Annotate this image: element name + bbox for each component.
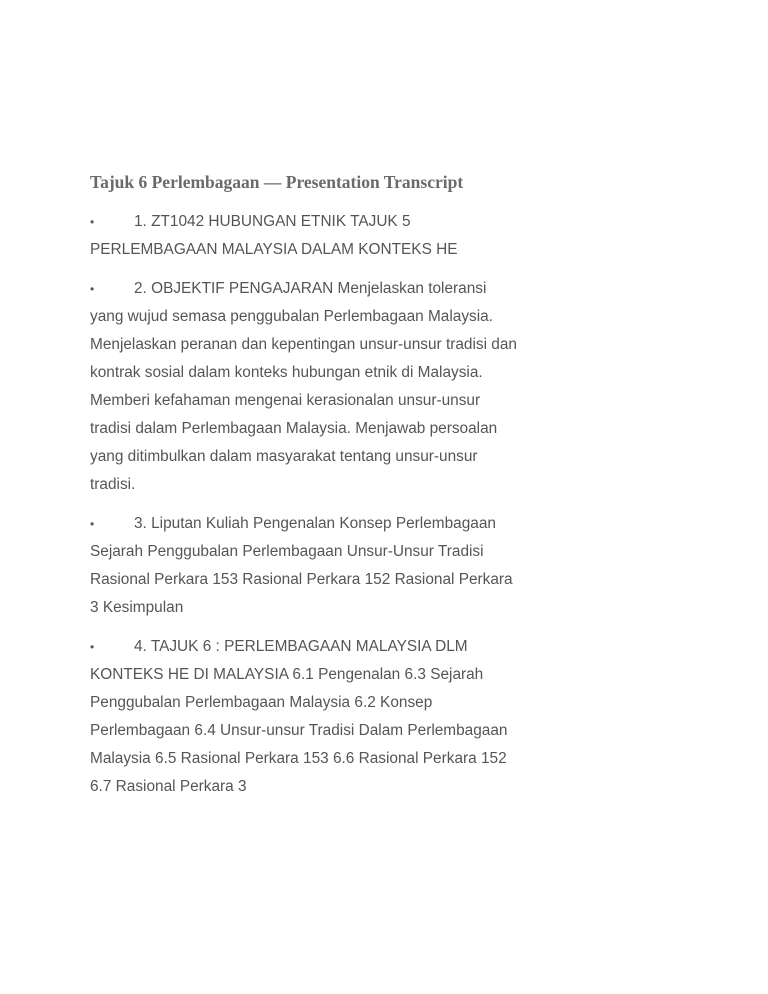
slide-text: 1. ZT1042 HUBUNGAN ETNIK TAJUK 5 PERLEMBAGAAN MALAYSIA DALAM KONTEKS HE xyxy=(90,213,458,258)
slide-item-4 xyxy=(90,633,520,801)
slide-list xyxy=(90,208,520,801)
bullet-icon: • xyxy=(90,282,95,296)
bullet-icon: • xyxy=(90,517,95,531)
transcript-page xyxy=(90,168,520,812)
slide-text: 4. TAJUK 6 : PERLEMBAGAAN MALAYSIA DLM KONTEKS HE DI MALAYSIA 6.1 Pengenalan 6.3 Sejarah Penggubalan Perlembagaan Malaysia 6.2 Konsep Perlembagaan 6.4 Unsur-unsur Tradisi Dalam Perlembagaan Malaysia 6.5 Rasional Perkara 153 6.6 Rasional Perkara 152 6.7 Rasional Perkara 3 xyxy=(90,638,508,795)
bullet-icon: • xyxy=(90,215,95,229)
slide-text: 2. OBJEKTIF PENGAJARAN Menjelaskan toleransi yang wujud semasa penggubalan Perlembagaan Malaysia. Menjelaskan peranan dan kepentingan unsur-unsur tradisi dan kontrak sosial dalam konteks hubungan etnik di Malaysia. Memberi kefahaman mengenai kerasionalan unsur-unsur tradisi dalam Perlembagaan Malaysia. Menjawab persoalan yang ditimbulkan dalam masyarakat tentang unsur-unsur tradisi. xyxy=(90,280,517,493)
bullet-icon: • xyxy=(90,640,95,654)
slide-item-2 xyxy=(90,275,520,499)
slide-text: 3. Liputan Kuliah Pengenalan Konsep Perlembagaan Sejarah Penggubalan Perlembagaan Unsur-Unsur Tradisi Rasional Perkara 153 Rasional Perkara 152 Rasional Perkara 3 Kesimpulan xyxy=(90,515,513,616)
slide-item-1 xyxy=(90,208,520,264)
slide-item-3 xyxy=(90,510,520,622)
page-title: Tajuk 6 Perlembagaan — Presentation Transcript xyxy=(90,172,464,192)
